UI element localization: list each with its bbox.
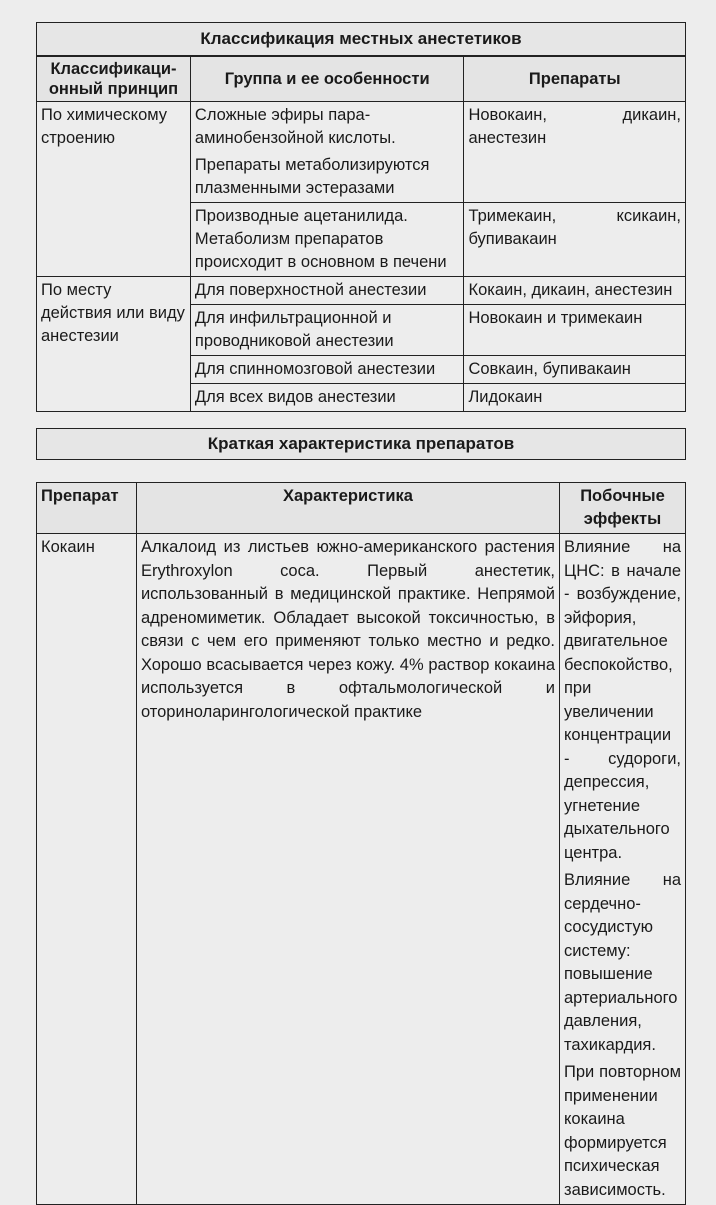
group-text: Препараты метаболизируются плазменными эстеразами — [194, 156, 430, 197]
table1-title: Классификация местных анестетиков — [36, 22, 686, 56]
group-cell: Для инфильтрационной и проводниковой анестезии — [190, 305, 464, 356]
column-header: Характеристика — [136, 483, 559, 534]
drugs-cell: Лидокаин — [464, 384, 686, 412]
principle-cell: По месту действия или виду анестезии — [37, 277, 191, 412]
group-cell — [190, 102, 464, 203]
drug-cell: Кокаин — [37, 534, 137, 1205]
group-cell: Производные ацетанилида. Метаболизм препаратов происходит в основном в печени — [190, 203, 464, 277]
table-header-row — [37, 483, 686, 534]
drugs-cell: Новокаин, дикаин, анестезин — [464, 102, 686, 203]
group-cell: Для спинномозговой анестезии — [190, 356, 464, 384]
column-header: Препарат — [37, 483, 137, 534]
drugs-cell: Новокаин и тримекаин — [464, 305, 686, 356]
principle-cell: По химическому строению — [37, 102, 191, 277]
side-effects-cell — [560, 534, 686, 1205]
anesthetics-classification-table — [36, 56, 686, 412]
column-header: Побочные эффекты — [560, 483, 686, 534]
column-header: Классификаци-онный принцип — [37, 57, 191, 102]
column-header: Группа и ее особенности — [190, 57, 464, 102]
side-effect-text: Влияние на ЦНС: в начале - возбуждение, эйфория, двигательное беспокойство, при увеличении концентрации - судороги, депрессия, угнетение дыхательного центра. — [564, 538, 681, 862]
table-row — [37, 277, 686, 305]
group-cell: Для поверхностной анестезии — [190, 277, 464, 305]
column-header: Препараты — [464, 57, 686, 102]
drugs-cell: Кокаин, дикаин, анестезин — [464, 277, 686, 305]
group-cell: Для всех видов анестезии — [190, 384, 464, 412]
table-row — [37, 102, 686, 203]
group-text: Сложные эфиры пара-аминобензойной кислоты. — [194, 106, 396, 147]
table2-title: Краткая характеристика препаратов — [36, 428, 686, 460]
description-cell: Алкалоид из листьев южно-американского растения Erythroxylon coca. Первый анестетик, использованный в медицинской практике. Непрямой адреномиметик. Обладает высокой токсичностью, в связи с чем его применяют только местно и редко. Хорошо всасывается через кожу. 4% раствор кокаина используется в офтальмологической и оториноларингологической практике — [136, 534, 559, 1205]
drugs-cell: Совкаин, бупивакаин — [464, 356, 686, 384]
side-effect-text: При повторном применении кокаина формируется психическая зависимость. — [564, 1063, 681, 1199]
drugs-cell: Тримекаин, ксикаин, бупивакаин — [464, 203, 686, 277]
table-header-row — [37, 57, 686, 102]
drug-characteristics-table — [36, 482, 686, 1205]
side-effect-text: Влияние на сердечно-сосудистую систему: повышение артериального давления, тахикардия. — [564, 871, 681, 1054]
table-row — [37, 534, 686, 1205]
